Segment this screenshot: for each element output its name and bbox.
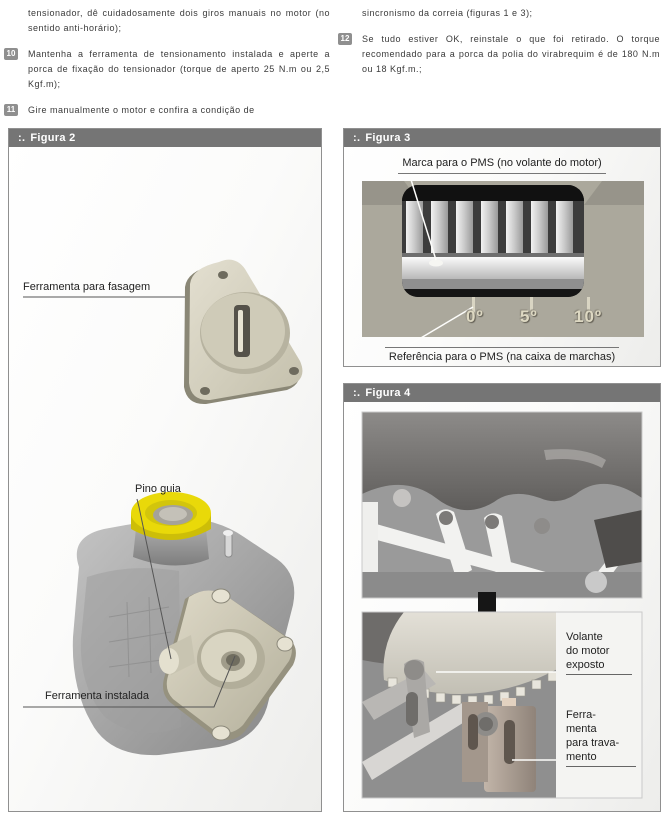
paragraph-continuation: sincronismo da correia (figuras 1 e 3);	[362, 8, 533, 18]
figure-4-body	[344, 402, 660, 811]
label-ferramenta-instalada: Ferramenta instalada	[45, 690, 149, 702]
figure-3-body	[344, 147, 660, 366]
figure-2-header	[9, 129, 321, 147]
label-volante-exposto: Volante do motor exposto	[566, 630, 632, 675]
text-column-left	[4, 0, 330, 118]
label-underline	[566, 674, 632, 675]
figure-3-title: Figura 3	[365, 132, 411, 144]
figure-2-title: Figura 2	[30, 132, 76, 144]
figure-marker-icon: :.	[18, 132, 26, 144]
figure-2-body	[9, 147, 321, 811]
step-11	[4, 103, 330, 118]
figure-4-title: Figura 4	[365, 387, 411, 399]
step-text: Gire manualmente o motor e confira a condição de	[28, 105, 255, 115]
step-number-badge: 10	[4, 48, 18, 60]
figure-3-panel	[343, 128, 661, 367]
label-underline	[566, 766, 636, 767]
label-ferramenta-fasagem: Ferramenta para fasagem	[23, 281, 151, 293]
label-ferramenta-travamento: Ferra- menta para trava- mento	[566, 708, 636, 767]
label-referencia-pms: Referência para o PMS (na caixa de marchas)	[344, 347, 660, 364]
step-12	[338, 32, 660, 77]
figure-2-illustration	[9, 147, 321, 811]
step-text: Mantenha a ferramenta de tensionamento instalada e aperte a porca de fixação do tensionador (torque de aperto 25 N.m ou 2,5 Kgf.m);	[28, 49, 330, 89]
tick-0-degrees: 0º	[466, 307, 484, 326]
step-number-badge: 12	[338, 33, 352, 45]
label-pino-guia: Pino guia	[135, 483, 181, 495]
figure-marker-icon: :.	[353, 132, 361, 144]
figure-3-illustration	[344, 147, 660, 366]
label-marca-pms: Marca para o PMS (no volante do motor)	[344, 157, 660, 174]
figure-3-header	[344, 129, 660, 147]
text-column-right	[338, 0, 660, 77]
tick-5-degrees: 5º	[520, 307, 538, 326]
figure-4-panel	[343, 383, 661, 812]
figure-marker-icon: :.	[353, 387, 361, 399]
step-number-badge: 11	[4, 104, 18, 116]
step-10	[4, 47, 330, 92]
tick-10-degrees: 10º	[574, 307, 603, 326]
paragraph-continuation: tensionador, dê cuidadosamente dois giros manuais no motor (no sentido anti-horário);	[28, 8, 330, 33]
figure-2-panel	[8, 128, 322, 812]
step-text: Se tudo estiver OK, reinstale o que foi retirado. O torque recomendado para a porca da polia do virabrequim é de 180 N.m ou 18 Kgf.m.;	[362, 34, 660, 74]
figure-4-header	[344, 384, 660, 402]
